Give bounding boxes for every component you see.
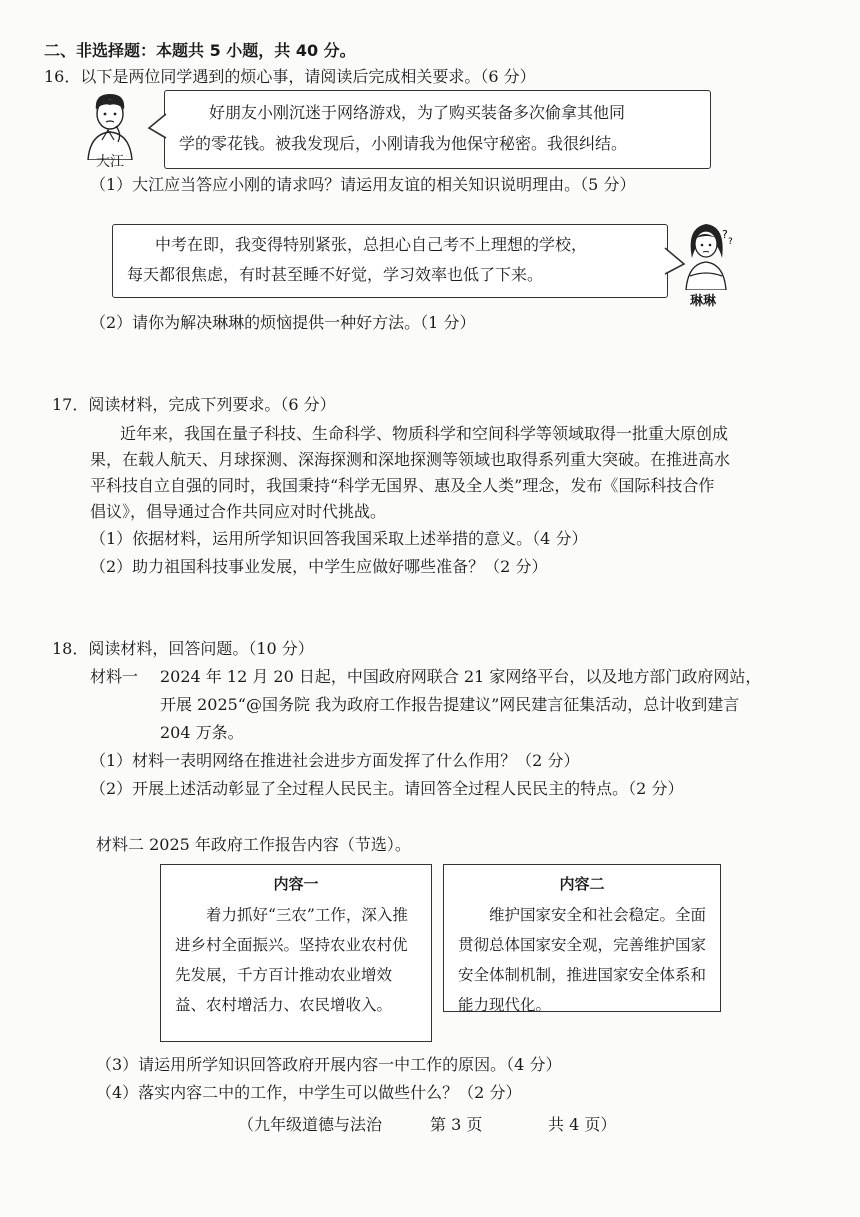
- q17-title: 17．阅读材料，完成下列要求。（6 分）: [52, 395, 336, 414]
- q17-material-line-3: 平科技自立自强的同时，我国秉持“科学无国界、惠及全人类”理念，发布《国际科技合作: [90, 476, 715, 495]
- q16-title: 16．以下是两位同学遇到的烦心事，请阅读后完成相关要求。（6 分）: [44, 67, 536, 86]
- content-box-2: [443, 864, 721, 1012]
- q17-material-line-2: 果，在载人航天、月球探测、深海探测和深地探测等领域也取得系列重大突破。在推进高水: [90, 450, 731, 469]
- linlin-figure-icon: [678, 218, 738, 290]
- dajiang-figure-icon: [80, 88, 140, 160]
- q18-material1-line-3: 204 万条。: [160, 723, 244, 742]
- q17-sub2: （2）助力祖国科技事业发展，中学生应做好哪些准备？（2 分）: [90, 557, 548, 576]
- content-box-1-body: 着力抓好“三农”工作，深入推进乡村全面振兴。坚持农业农村优先发展，千方百计推动农业增效益、农村增活力、农民增收入。: [175, 906, 408, 1014]
- q16-sub1: （1）大江应当答应小刚的请求吗？请运用友谊的相关知识说明理由。（5 分）: [90, 175, 636, 194]
- footer-page: 第 3 页: [430, 1115, 483, 1134]
- dajiang-speech-bubble: [164, 90, 711, 169]
- content-box-1: [160, 864, 432, 1042]
- linlin-name: 琳琳: [690, 294, 717, 309]
- section-title: 二、非选择题：本题共 5 小题，共 40 分。: [44, 41, 356, 60]
- dajiang-bubble-line-1: 好朋友小刚沉迷于网络游戏，为了购买装备多次偷拿其他同: [209, 103, 626, 122]
- q18-sub1: （1）材料一表明网络在推进社会进步方面发挥了什么作用？（2 分）: [90, 751, 580, 770]
- dajiang-name: 大江: [96, 154, 124, 170]
- content-box-1-title: 内容一: [273, 875, 319, 893]
- q16-sub2: （2）请你为解决琳琳的烦恼提供一种好方法。（1 分）: [90, 313, 476, 332]
- q18-material1-label: 材料一: [90, 667, 139, 686]
- q18-sub2: （2）开展上述活动彰显了全过程人民民主。请回答全过程人民民主的特点。（2 分）: [90, 779, 684, 798]
- q17-material-line-4: 倡议》，倡导通过合作共同应对时代挑战。: [90, 502, 387, 521]
- linlin-bubble-line-2: 每天都很焦虑，有时甚至睡不好觉，学习效率也低了下来。: [127, 265, 544, 284]
- q18-sub4: （4）落实内容二中的工作，中学生可以做些什么？（2 分）: [96, 1083, 522, 1102]
- q17-material-line-1: 近年来，我国在量子科技、生命科学、物质科学和空间科学等领域取得一批重大原创成: [120, 424, 729, 443]
- q18-material2: 材料二 2025 年政府工作报告内容（节选）。: [96, 835, 411, 854]
- q18-sub3: （3）请运用所学知识回答政府开展内容一中工作的原因。（4 分）: [96, 1055, 562, 1074]
- q18-title: 18．阅读材料，回答问题。（10 分）: [52, 639, 314, 658]
- q18-material1-line-1: 2024 年 12 月 20 日起，中国政府网联合 21 家网络平台，以及地方部门政府网站，: [160, 667, 762, 686]
- content-box-2-body: 维护国家安全和社会稳定。全面贯彻总体国家安全观，完善维护国家安全体制机制，推进国家安全体系和能力现代化。: [458, 906, 707, 1014]
- q17-sub1: （1）依据材料，运用所学知识回答我国采取上述举措的意义。（4 分）: [90, 529, 588, 548]
- dajiang-bubble-tail-icon: [147, 112, 167, 142]
- footer-total: 共 4 页）: [548, 1115, 617, 1134]
- footer-subject: （九年级道德与法治: [238, 1115, 383, 1134]
- dajiang-bubble-line-2: 学的零花钱。被我发现后，小刚请我为他保守秘密。我很纠结。: [179, 134, 628, 153]
- q18-material1-line-2: 开展 2025“@国务院 我为政府工作报告提建议”网民建言征集活动，总计收到建言: [160, 695, 740, 714]
- svg-text:?: ?: [722, 228, 728, 241]
- linlin-bubble-line-1: 中考在即，我变得特别紧张，总担心自己考不上理想的学校，: [155, 235, 588, 254]
- svg-text:?: ?: [728, 237, 733, 247]
- linlin-speech-bubble: [112, 224, 668, 298]
- content-box-2-title: 内容二: [559, 875, 605, 893]
